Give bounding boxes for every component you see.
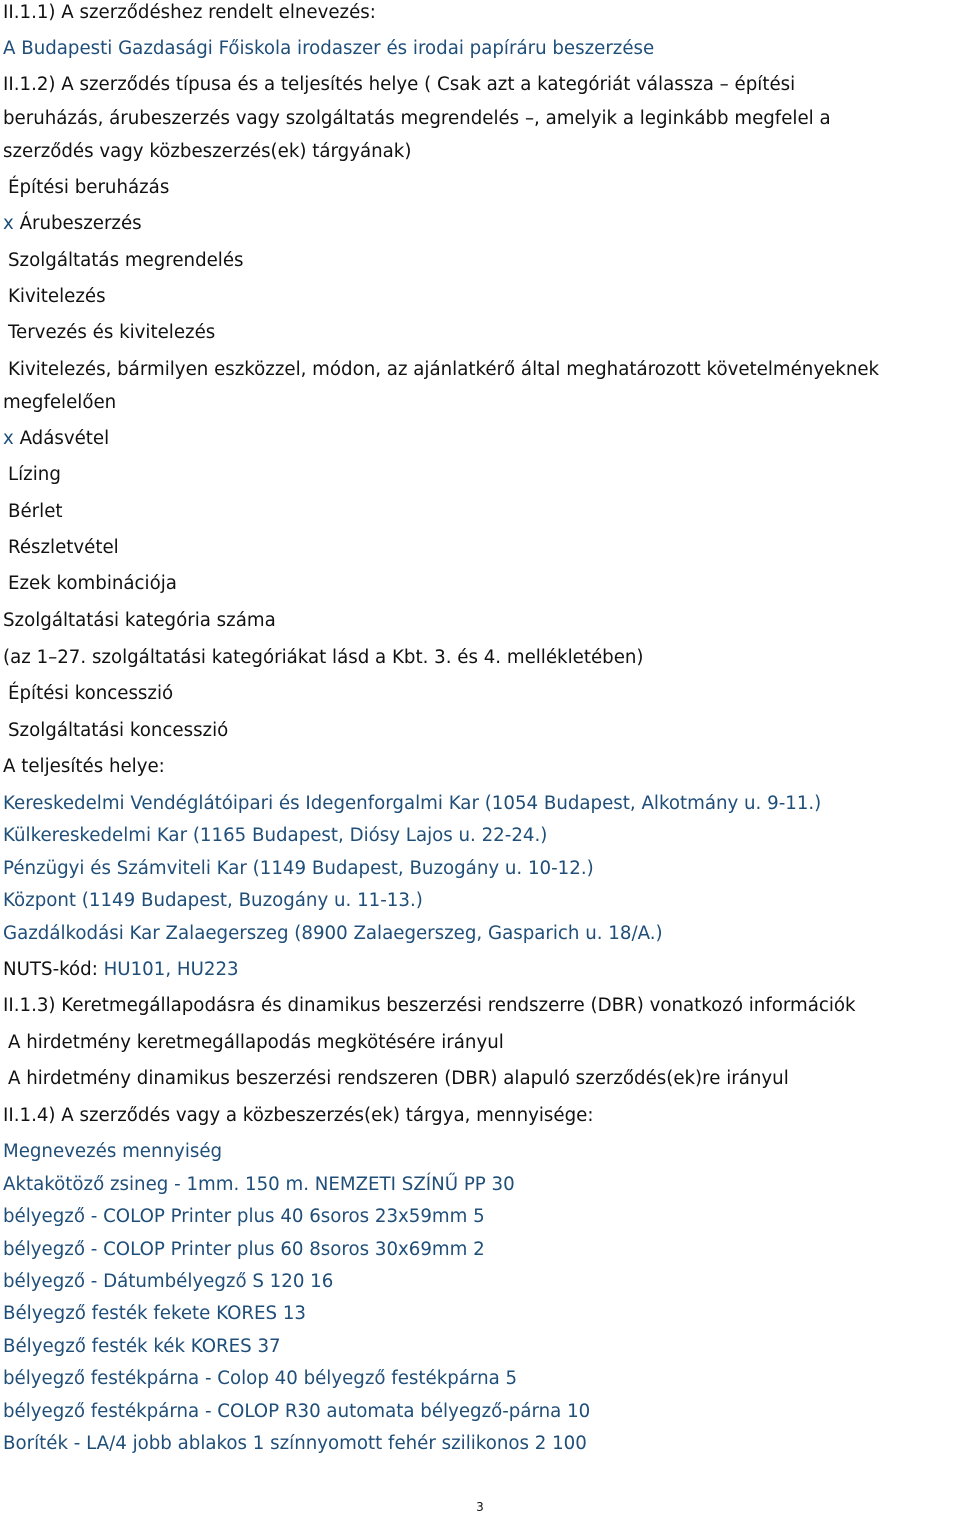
option-construction bbox=[8, 176, 169, 200]
concession-services: Szolgáltatási koncesszió bbox=[8, 720, 229, 741]
option-label: Árubeszerzés bbox=[19, 213, 142, 234]
option-label: Szolgáltatás megrendelés bbox=[8, 250, 244, 271]
nuts-code-label: NUTS-kód: bbox=[3, 959, 98, 980]
items-column-header: Megnevezés mennyiség bbox=[3, 1141, 223, 1162]
service-category-label: Szolgáltatási kategória száma bbox=[3, 610, 276, 631]
nuts-code-value: HU101, HU223 bbox=[103, 959, 239, 980]
list-item: Boríték - LA/4 jobb ablakos 1 színnyomott fehér szilikonos 2 100 bbox=[3, 1433, 587, 1454]
section-2-1-3-heading: II.1.3) Keretmegállapodásra és dinamikus beszerzési rendszerre (DBR) vonatkozó információk bbox=[3, 995, 856, 1016]
option-mark: x bbox=[3, 213, 14, 234]
dps-option: A hirdetmény dinamikus beszerzési rendszeren (DBR) alapuló szerződés(ek)re irányul bbox=[8, 1068, 789, 1089]
section-2-1-1-heading: II.1.1) A szerződéshez rendelt elnevezés: bbox=[3, 2, 376, 23]
option-services bbox=[8, 249, 244, 273]
list-item: bélyegző festékpárna - Colop 40 bélyegző festékpárna 5 bbox=[3, 1368, 518, 1389]
section-2-1-2-heading-line-3: szerződés vagy közbeszerzés(ek) tárgyának) bbox=[3, 141, 412, 162]
list-item: bélyegző - COLOP Printer plus 60 8soros 30x69mm 2 bbox=[3, 1239, 485, 1260]
purchase-option-rental: Bérlet bbox=[8, 501, 63, 522]
concession-works: Építési koncesszió bbox=[8, 683, 174, 704]
place-item: Pénzügyi és Számviteli Kar (1149 Budapest, Buzogány u. 10-12.) bbox=[3, 858, 594, 879]
sub-option-design-execution: Tervezés és kivitelezés bbox=[8, 322, 216, 343]
sub-option-execution-any-means-line-2: megfelelően bbox=[3, 392, 117, 413]
option-supply bbox=[3, 212, 142, 236]
list-item: Aktakötöző zsineg - 1mm. 150 m. NEMZETI SZÍNŰ PP 30 bbox=[3, 1174, 515, 1195]
service-category-note: (az 1–27. szolgáltatási kategóriákat lásd a Kbt. 3. és 4. mellékletében) bbox=[3, 647, 644, 668]
place-of-performance-label: A teljesítés helye: bbox=[3, 756, 165, 777]
purchase-option-sale bbox=[3, 427, 109, 451]
list-item: Bélyegző festék fekete KORES 13 bbox=[3, 1303, 306, 1324]
list-item: bélyegző - Dátumbélyegző S 120 16 bbox=[3, 1271, 334, 1292]
purchase-option-combination: Ezek kombinációja bbox=[8, 573, 177, 594]
section-2-1-2-heading-line-2: beruházás, árubeszerzés vagy szolgáltatás megrendelés –, amelyik a leginkább megfelel a bbox=[3, 108, 831, 129]
contract-title: A Budapesti Gazdasági Főiskola irodaszer és irodai papíráru beszerzése bbox=[3, 38, 655, 59]
list-item: Bélyegző festék kék KORES 37 bbox=[3, 1336, 281, 1357]
option-mark: x bbox=[3, 428, 14, 449]
nuts-code-row bbox=[3, 958, 239, 982]
sub-option-execution-any-means-line-1: Kivitelezés, bármilyen eszközzel, módon, az ajánlatkérő által meghatározott követelményeknek bbox=[8, 359, 880, 380]
list-item: bélyegző - COLOP Printer plus 40 6soros 23x59mm 5 bbox=[3, 1206, 485, 1227]
option-label: Adásvétel bbox=[19, 428, 110, 449]
purchase-option-hire-purchase: Részletvétel bbox=[8, 537, 119, 558]
place-item: Kereskedelmi Vendéglátóipari és Idegenforgalmi Kar (1054 Budapest, Alkotmány u. 9-11.) bbox=[3, 793, 822, 814]
section-2-1-2-heading-line-1: II.1.2) A szerződés típusa és a teljesítés helye ( Csak azt a kategóriát válassza – építési bbox=[3, 74, 796, 95]
list-item: bélyegző festékpárna - COLOP R30 automata bélyegző-párna 10 bbox=[3, 1401, 591, 1422]
framework-agreement-option: A hirdetmény keretmegállapodás megkötésére irányul bbox=[8, 1032, 504, 1053]
place-item: Központ (1149 Budapest, Buzogány u. 11-13.) bbox=[3, 890, 423, 911]
sub-option-execution: Kivitelezés bbox=[8, 286, 106, 307]
purchase-option-leasing: Lízing bbox=[8, 464, 61, 485]
place-item: Külkereskedelmi Kar (1165 Budapest, Diósy Lajos u. 22-24.) bbox=[3, 825, 548, 846]
place-item: Gazdálkodási Kar Zalaegerszeg (8900 Zalaegerszeg, Gasparich u. 18/A.) bbox=[3, 923, 663, 944]
page-number: 3 bbox=[476, 1500, 484, 1514]
section-2-1-4-heading: II.1.4) A szerződés vagy a közbeszerzés(ek) tárgya, mennyisége: bbox=[3, 1105, 594, 1126]
option-label: Építési beruházás bbox=[8, 177, 170, 198]
